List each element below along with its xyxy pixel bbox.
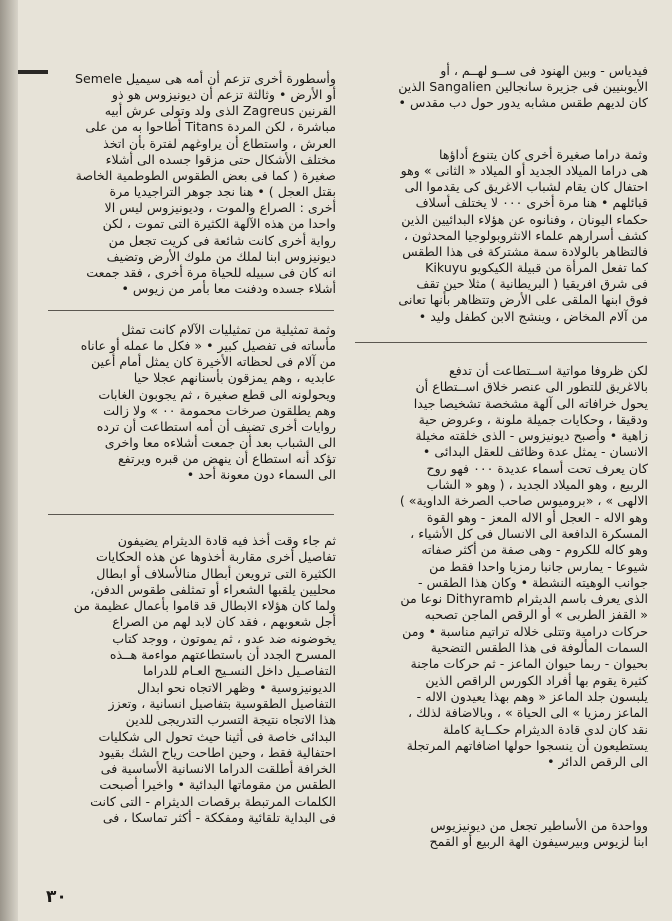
page-corner-mark [18,70,48,74]
left-paragraph-2: وثمة تمثيلية من تمثيليات الآلام كانت تمثل مأساته فى تفصيل كبير • « فكل ما عمله أو عاناه من آلام فى لحظاته الأخيرة كان يمثل أمام أعين عابديه ، وهم يمزقون بأسنانهم عجلا حيا ويحولونه الى قطع صغيرة ، ثم يجوبون الغابات وهم يطلقون صرخات محمومة ٠٠ » ولا زالت روايات أخرى تضيف أن أمه استطاعت أن ترده الى الشباب بعد أن جمعت أشلاءه معا واخرى تؤكد أنه استطاع أن ينهض من قبره ويرتفع الى السماء دون معونة أحد • [80,322,336,483]
right-paragraph-3: لكن ظروفا مواتية اســتطاعت أن تدفع بالاغريق للتطور الى عنصر خلاق اســتطاع أن يحول خرافاته الى آلهة مشخصة تشخيصا جيدا ودقيقا ، وحكايات جميلة ملونة ، وعروض حية زاهية • وأصبح ديونيزوس - الذى خلقته مخيلة الانسان - يمثل عدة وظائف للعقل البدائى • كان يعرف تحت أسماء عديدة ٠٠٠ فهو روح الربيع ، وهو الميلاد الجديد ، ( وهو « الشاب الالهى » ، «برومیوس صاحب الصرخة الداوية» ) وهو الاله - العجل أو الاله المعز - وهو القوة المسكرة الدافعة الى الانسال فى كل الأشياء ، وهو كاله للكروم - وهى صفة من أكثر صفاته شيوعا - يمارس جانبا رمزيا واحدا فقط من جوانب الوهيته النشطة • وكان هذا الطقس - الذى يعرف باسم الديثرام Dithyramb نوعا من « القفز الطربى » أو الرقص الماجن تصحبه حركات درامية وتتلى خلاله تراتيم مناسبة • ومن السمات المألوفة فى هذا الطقس التضحية بحيوان - ربما حيوان الماعز - ثم حركات ماجنة كثيرة يقوم بها أفراد الكورس الراقص الذين يلبسون جلد الماعز « وهم بهذا يعيدون الاله - الماعز رمزيا » الى الحياة » ، وبالاضافة لذلك ، نقد كان لدى قادة الديثرام حكــاية كاملة يستطيعون أن ينسجوا حولها اضافاتهم المرتجلة الى الرقص الدائر • [399,363,648,770]
right-paragraph-4: وواحدة من الأساطير تجعل من ديونيزيوس ابنا لزيوس وبيرسيفون الهة الربيع أو القمح [429,818,648,850]
page-number: ٣٠ [46,887,67,907]
column-divider-right-1 [355,342,647,343]
left-paragraph-1: وأسطورة أخرى تزعم أن أمه هى سيميل Semele أو الأرض • وثالثة تزعم أن ديونيزوس هو ذو القرنين Zagreus الذى ولد وتولى عرش أبيه مباشرة ، لكن المردة Titans أطاحوا به من على العرش ، واستطاع أن يراوغهم لفترة بأن اتخذ مختلف الأشكال حتى مزقوا جسده الى أشلاء صغيرة ( كما فى بعض الطقوس الطوطمية الخاصة بقتل العجل ) • هنا نجد جوهر التراجيديا مرة أخرى : الصراع والموت ، وديونيزوس ليس الا واحدا من هذه الآلهة الكثيرة التى تموت ، لكن رواية أخرى كانت شائعة فى كريت تجعل من ديونيزوس ابنا لملك من ملوك الأرض وتضيف انه كان فى سبيله للحياة مرة أخرى ، فقد جمعت أشلاء جسده ودفنت معا بأمر من زيوس • [75,71,336,297]
column-divider-left-1 [48,310,334,311]
right-paragraph-1: فيدياس - وبين الهنود فى ســو لهــم ، أو الأيوبنيين فى جزيرة سانجالين Sangalien الذين كان لديهم طقس مشابه يدور حول دب مقدس • [398,63,648,111]
right-paragraph-2: وثمة دراما صغيرة أخرى كان يتنوع أداؤها هى دراما الميلاد الجديد أو الميلاد « الثانى » وهو احتفال كان يقام لشباب الاغريق كى يقدموا الى قبائلهم • هنا مرة أخرى ٠٠٠ لا يختلف أسلاف حكماء اليونان ، وفنانوه عن هؤلاء البدائيين الذين كشف أسرارهم علماء الانثروبولوجيا المحدثون ، فالتظاهر بالولادة سمة مشتركة فى هذا الطقس كما تفعل المرأة من قبيلة الكيكويو Kikuyu فى شرق افريقيا ( البريطانية ) مثلا حين تقف فوق ابنها الملقى على الأرض وتتظاهر بأنها تعانى من آلام المخاض ، وينشج الابن كطفل وليد • [398,147,648,324]
column-divider-left-2 [48,514,334,515]
left-paragraph-3: ثم جاء وقت أخذ فيه قادة الديثرام يضيفون تفاصيل أخرى مقاربة أخذوها عن هذه الحكايات الكثيرة التى ترويعن أبطال منالأسلاف أو ابطال محليين يلقبها الشعراء أو تمثلفى طقوس الدفن، ولما كان هؤلاء الابطال قد قاموا بأعمال عظيمة من أجل شعوبهم ، فقد كان لابد لهم من الصراع يخوضونه ضد عدو ، ثم يموتون ، ووجد كتاب المسرح الجدد أن باستطاعتهم مواءمة هــذه التفاصـيل داخل النسـيج العـام للدراما الديونيزوسية • وظهر الاتجاه نحو ابدال التفاصيل الطقوسية بتفاصيل انسانية ، وتعزز هذا الاتجاه نتيجة التسرب التدريجى للدين البدائى خاصة فى أثينا حيث تحول الى شكليات احتفالية فقط ، وحين اطاحت رياح الشك بقيود الخرافة أطلقت الدراما الانسانية الأساسية فى الطقس من مقوماتها البدائية • واخيرا أصبحت الكلمات المرتبطة برقصات الديثرام - التى كانت فى البداية تلقائية ومفككة - أكثر تماسكا ، فى [73,533,336,826]
